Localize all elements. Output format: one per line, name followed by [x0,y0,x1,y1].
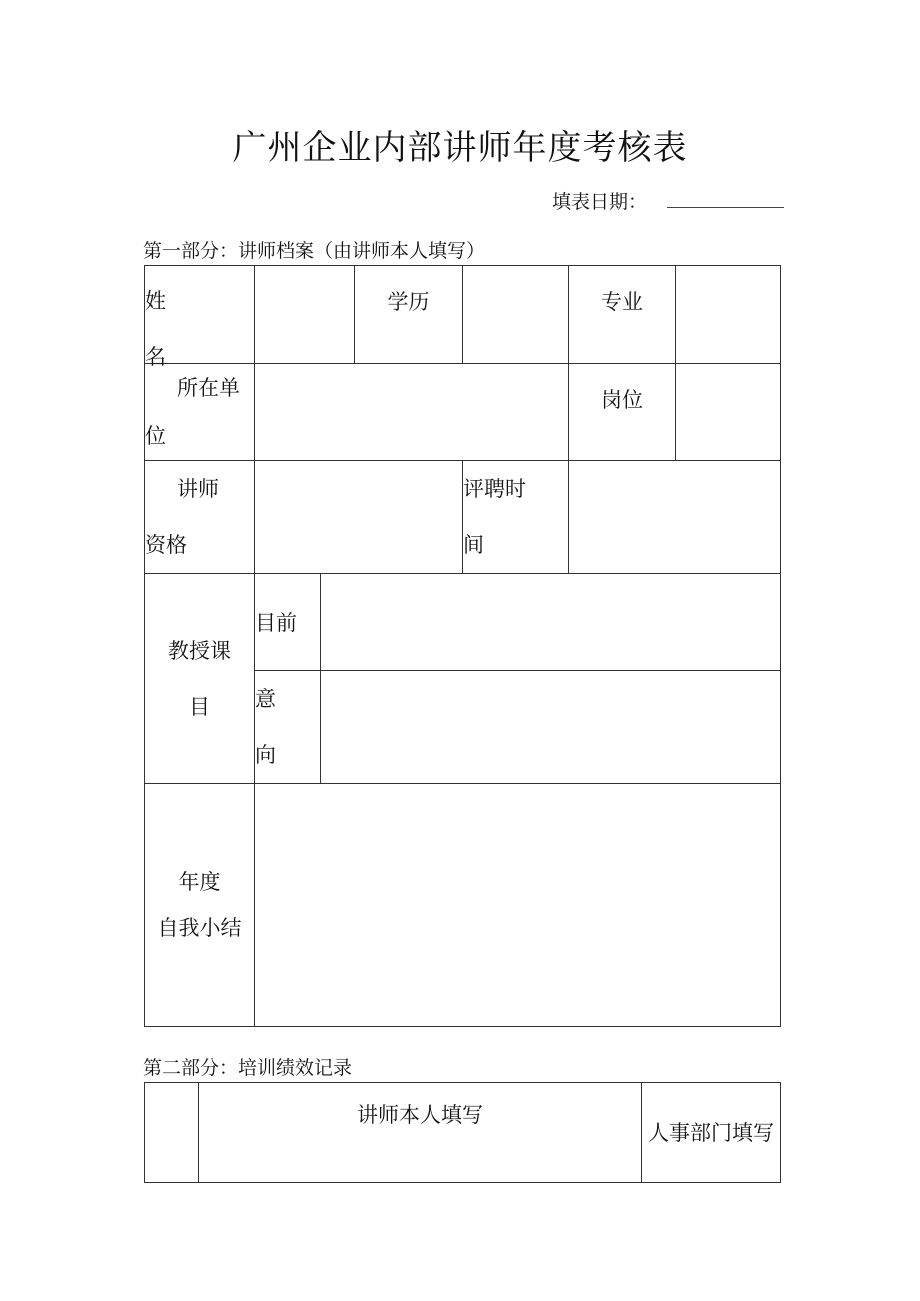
hr-fill-header [642,1083,781,1183]
page-title: 广州企业内部讲师年度考核表 [232,128,688,168]
self-fill-header [199,1083,642,1183]
appointment-time-field[interactable] [569,461,781,574]
row-index-header [145,1083,199,1183]
current-courses-field[interactable] [321,574,781,671]
position-label: 岗位 [601,388,643,412]
name-label: 姓名 [145,288,166,369]
qualification-label-cell [145,461,255,574]
major-label: 专业 [601,290,643,314]
self-fill-label: 讲师本人填写 [357,1103,483,1127]
major-field[interactable] [676,266,781,364]
position-label-cell [569,364,676,461]
summary-label-line2: 自我小结 [157,916,242,940]
intended-courses-field[interactable] [321,671,781,784]
courses-label-cell [145,574,255,784]
unit-field[interactable] [255,364,569,461]
fill-date-label: 填表日期： [552,191,648,213]
courses-label: 教授课目 [168,638,231,719]
education-label-cell [355,266,463,364]
unit-label: 所在单位 [145,376,240,448]
education-field[interactable] [463,266,569,364]
summary-label-cell [145,784,255,1027]
education-label: 学历 [387,290,430,314]
hr-fill-label: 人事部门填写 [648,1120,774,1145]
lecturer-profile-table [144,265,781,1027]
part1-heading: 第一部分：讲师档案（由讲师本人填写） [143,240,486,262]
name-field[interactable] [255,266,355,364]
name-label-cell [145,266,255,369]
intended-label: 意向 [255,687,276,767]
current-label-cell [255,574,321,671]
training-performance-table [144,1082,781,1183]
current-label: 目前 [255,611,297,635]
annual-summary-field[interactable] [255,784,781,1027]
fill-date-field[interactable] [667,207,784,208]
qualification-field[interactable] [255,461,463,574]
appointment-time-label-cell [463,461,569,574]
part2-heading: 第二部分：培训绩效记录 [143,1057,353,1079]
summary-label-line1: 年度 [178,870,221,894]
intended-label-cell [255,671,321,784]
position-field[interactable] [676,364,781,461]
appointment-time-label: 评聘时间 [463,477,526,557]
qualification-label: 讲师资格 [145,477,219,557]
major-label-cell [569,266,676,364]
